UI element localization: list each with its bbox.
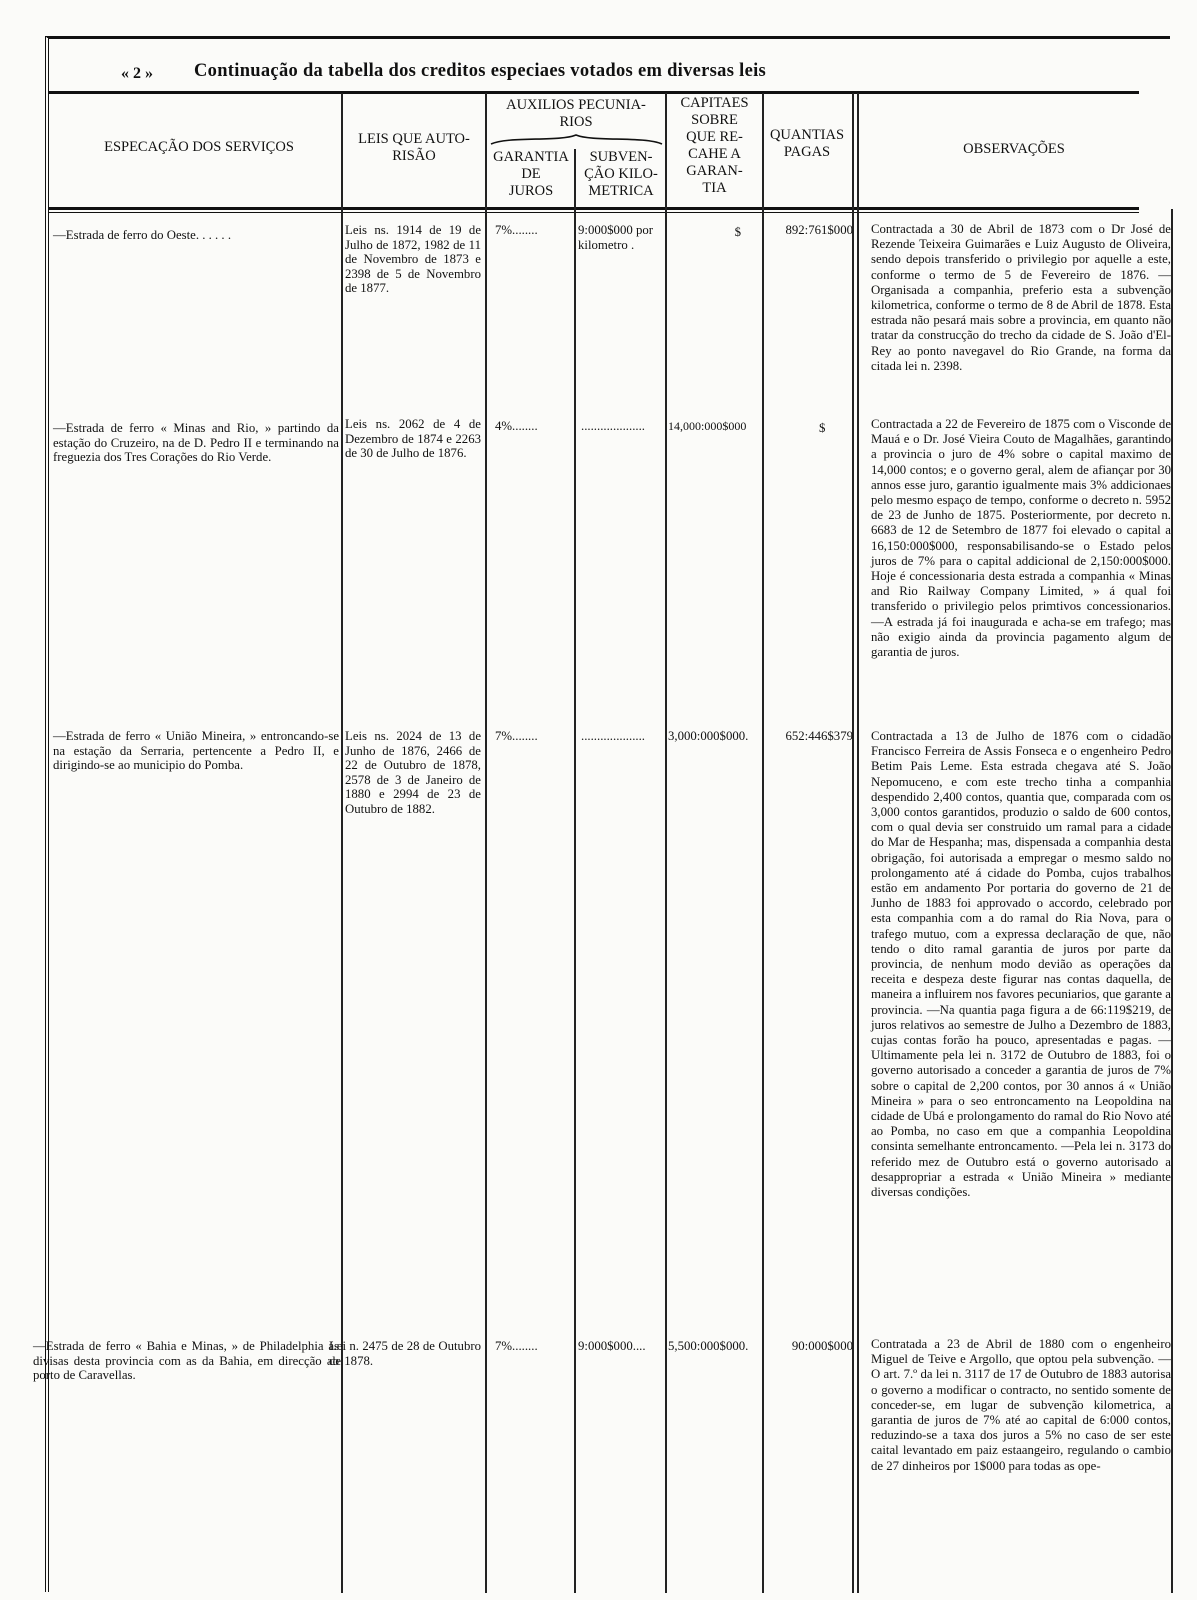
row-1-capitaes: $	[734, 225, 741, 239]
header-garantia: GARANTIA DE JUROS	[493, 149, 569, 199]
row-1-subvencao: 9:000$000 por kilometro .	[578, 223, 654, 252]
row-3-leis: Leis ns. 2024 de 13 de Junho de 1876, 2466 de 22 de Outubro de 1878, 2578 de 3 de Janeiro de 1880 e 2994 de 23 de Outubro de 1882.	[345, 729, 481, 816]
row-4-quantias: 90:000$000	[791, 1339, 853, 1353]
row-3-garantia: 7%........	[495, 729, 538, 743]
header-bottom-rule-thin	[49, 212, 1139, 213]
row-2-subvencao: ....................	[581, 419, 645, 433]
row-1-observacoes: Contractada a 30 de Abril de 1873 com o Dr José de Rezende Teixeira Guimarães e Luiz Augusto de Oliveira, sendo depois transferido o privilegio por aquelle a este, conforme o termo de 5 de Fevereiro de 1876. —Organisada a companhia, preferio esta a subvenção kilometrica, conforme o termo de 8 de Abril de 1878. Esta estrada não pesará mais sobre a provincia, em quanto não tratar da construcção do trecho da cidade de S. João d'El-Rey ao ponto navegavel do Rio Grande, na forma da citada lei n. 2398.	[871, 222, 1171, 373]
row-2-garantia: 4%........	[495, 419, 538, 433]
header-capitaes: CAPITAES SOBRE QUE RE- CAHE A GARAN- TIA	[680, 95, 749, 196]
row-4-leis: Lei n. 2475 de 28 de Outubro de 1878.	[329, 1339, 481, 1368]
col-divider-7	[857, 93, 859, 1593]
row-1-quantias: 892:761$000	[785, 223, 853, 237]
row-4-subvencao: 9:000$000....	[578, 1339, 646, 1353]
row-4-observacoes: Contratada a 23 de Abril de 1880 com o engenheiro Miguel de Teive e Argollo, que optou pela subvenção. —O art. 7.º da lei n. 3117 de 17 de Outubro de 1883 autorisa o governo a modificar o contracto, no sentido somente de conceder-se, em lugar de subvenção kilometrica, a garantia de juros de 7% até ao capital de 6:000 contos, reduzindo-se a taxa dos juros a 5% no caso de ser este caital levantado em paiz estaangeiro, regulando o cambio de 27 dinheiros por 1$000 para todas as ope-	[871, 1337, 1171, 1473]
header-observacoes: OBSERVAÇÕES	[963, 141, 1065, 157]
col-divider-1	[341, 93, 343, 1593]
header-subvencao: SUBVEN- ÇÃO KILO- METRICA	[584, 149, 658, 199]
row-1-leis: Leis ns. 1914 de 19 de Julho de 1872, 1982 de 11 de Novembro de 1873 e 2398 de 5 de Novembro de 1877.	[345, 223, 481, 295]
row-1-servico: —Estrada de ferro do Oeste. . . . . .	[53, 228, 232, 242]
header-quantias: QUANTIAS PAGAS	[769, 127, 845, 160]
page-number: « 2 »	[121, 65, 153, 82]
row-4-capitaes: 5,500:000$000.	[668, 1339, 749, 1353]
row-2-quantias: $	[819, 421, 826, 435]
table-page	[33, 36, 1171, 1592]
col-divider-5	[762, 93, 764, 1593]
auxilios-brace	[489, 132, 664, 148]
title-rule	[49, 91, 1139, 94]
col-divider-6	[852, 93, 854, 1593]
row-2-observacoes: Contractada a 22 de Fevereiro de 1875 com o Visconde de Mauá e o Dr. José Vieira Couto de Magalhães, garantindo a provincia o juro de 4% sobre o capital maximo de 14,000 contos; e o governo geral, alem de afiançar por 30 annos esse juro, garantio igualmente mais 3% addicionaes pelo mesmo espaço de tempo, conforme o decreto n. 5952 de 23 de Junho de 1875. Posteriormente, por decreto n. 6683 de 12 de Setembro de 1877 foi elevado o capital a 16,150:000$000, responsabilisando-se o Estado pelos juros de 7% para o capital addicional de 2,150:000$000. Hoje é concessionaria desta estrada a companhia « Minas and Rio Railway Company Limited, » á qual foi transferido o privilegio pelos primtivos concessionarios. —A estrada já foi inaugurada e acha-se em trafego; mas não exigio ainda da provincia pagamento algum de garantia de juros.	[871, 417, 1171, 660]
header-bottom-rule	[49, 207, 1139, 210]
row-4-garantia: 7%........	[495, 1339, 538, 1353]
row-3-subvencao: ....................	[581, 729, 645, 743]
row-3-servico: —Estrada de ferro « União Mineira, » entroncando-se na estação da Serraria, pertencente a Pedro II, e dirigindo-se ao municipio do Pomba.	[53, 729, 339, 772]
row-2-servico: —Estrada de ferro « Minas and Rio, » partindo da estação do Cruzeiro, na de D. Pedro II e terminando na freguezia dos Tres Corações do Rio Verde.	[53, 421, 339, 464]
right-border	[1171, 209, 1173, 1593]
header-auxilios: AUXILIOS PECUNIA- RIOS	[506, 97, 646, 130]
col-divider-3	[574, 149, 576, 1593]
row-3-capitaes: 3,000:000$000.	[668, 729, 749, 743]
row-4-servico: —Estrada de ferro « Bahia e Minas, » de Philadelphia ás divisas desta provincia com as da Bahia, em direcção ao porto de Caravellas.	[33, 1339, 339, 1382]
row-2-leis: Leis ns. 2062 de 4 de Dezembro de 1874 e 2263 de 30 de Julho de 1876.	[345, 417, 481, 460]
row-1-garantia: 7%........	[495, 223, 538, 237]
title-row	[49, 49, 1174, 89]
row-3-quantias: 652:446$379	[785, 729, 853, 743]
col-divider-2	[485, 93, 487, 1593]
row-3-observacoes: Contractada a 13 de Julho de 1876 com o cidadão Francisco Ferreira de Assis Fonseca e o engenheiro Pedro Betim Pais Leme. Esta estrada chegava até S. João Nepomuceno, e com este trecho tinha a companhia despendido 2,400 contos, quantia que, comparada com os 3,000 contos garantidos, produzio o saldo de 600 contos, com o qual devia ser construido um ramal para a cidade do Mar de Hespanha; mas, dispensada a companhia desta obrigação, foi autorisada a empregar o mesmo saldo no prolongamento até á cidade do Pomba, cujos trabalhos estão em andamento Por portaria do governo de 21 de Junho de 1883 foi approvado o accordo, celebrado por esta companhia com a do ramal do Ria Nova, para o trafego mutuo, com a expressa declaração de que, não tendo o dito ramal garantia de juros por parte da provincia, de nenhum modo devião as operações da receita e despeza deste figurar nas contas daquella, de maneira a influirem nos favores pecuniarios, que garante a provincia. —Na quantia paga figura a de 66:119$219, de juros relativos ao semestre de Julho a Dezembro de 1883, cujas contas forão ha pouco, apresentadas e pagas. —Ultimamente pela lei n. 3172 de Outubro de 1883, foi o governo autorisado a conceder a garantia de juros de 7% sobre o capital de 2,200 contos, por 30 annos á « União Mineira » para o seo entroncamento na Leopoldina na cidade de Ubá e prolongamento do ramal do Rio Novo até ao Pomba, no caso em que a companhia Leopoldina consinta semelhante entroncamento. —Pela lei n. 3173 do referido mez de Outubro está o governo autorisado a desappropriar a estrada « União Mineira » mediante diversas condições.	[871, 729, 1171, 1200]
page-title: Continuação da tabella dos creditos especiaes votados em diversas leis	[194, 61, 767, 81]
header-leis: LEIS QUE AUTO- RISÃO	[358, 131, 470, 164]
col-divider-4	[665, 93, 667, 1593]
row-2-capitaes: 14,000:000$000	[668, 419, 747, 433]
header-especacao: ESPECAÇÃO DOS SERVIÇOS	[104, 139, 294, 155]
